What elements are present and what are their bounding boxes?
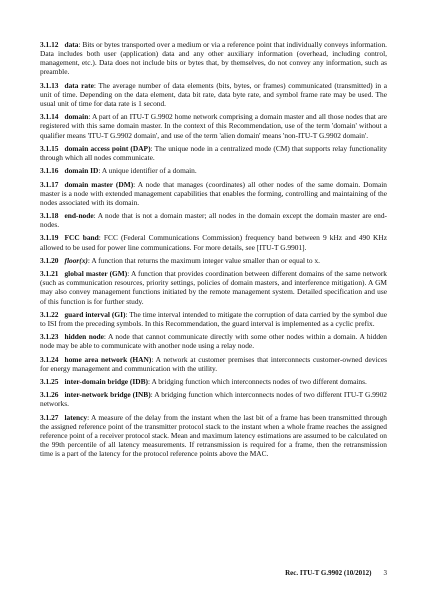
definition-number: 3.1.18	[40, 211, 59, 221]
definition-3-1-26	[40, 390, 387, 408]
definition-term: hidden node	[64, 332, 104, 342]
definition-text: : A bridging function which interconnects nodes of two different ITU-T G.9902 networks.	[40, 390, 387, 409]
definition-3-1-23	[40, 332, 387, 350]
definition-number: 3.1.14	[40, 112, 59, 122]
definition-3-1-25	[40, 377, 387, 386]
definition-text: : The time interval intended to mitigate the corruption of data carried by the symbol due to ISI from the preceding symbols. In this Recommendation, the guard interval is implemented as a cyclic prefix.	[40, 309, 387, 328]
definition-3-1-20	[40, 256, 387, 265]
definition-number: 3.1.25	[40, 377, 59, 387]
definition-3-1-16	[40, 166, 387, 175]
definition-3-1-14	[40, 112, 387, 139]
definition-text: : A measure of the delay from the instant when the last bit of a frame has been transmitted through the assigned reference point of the transmitter protocol stack to the instant when a whole frame reaches the assigned reference point of a receiver protocol stack. Mean and maximum latency estimations are assumed to be calculated on the 99th percentile of all latency measurements. If retransmission is required for a frame, then the retransmission time is a part of the latency for the protocol reference points above the MAC.	[40, 412, 387, 459]
definition-term: data	[64, 40, 79, 49]
definition-term: domain master (DM)	[64, 179, 134, 189]
page-number: 3	[383, 569, 387, 577]
footer-recommendation: Rec. ITU-T G.9902 (10/2012)	[285, 569, 372, 577]
definition-text: : A network at customer premises that interconnects customer-owned devices for energy management and communication with the utility.	[40, 354, 387, 373]
definition-3-1-27	[40, 413, 387, 459]
definition-text: : A node that is not a domain master; all nodes in the domain except the domain master are end-nodes.	[40, 211, 387, 230]
definition-3-1-22	[40, 310, 387, 328]
definition-3-1-12	[40, 40, 387, 77]
definition-3-1-18	[40, 211, 387, 229]
definition-number: 3.1.12	[40, 40, 59, 49]
definition-text: : A unique identifier of a domain.	[98, 166, 197, 176]
definition-text: : A node that cannot communicate directly with some other nodes within a domain. A hidden node may be able to communicate with another node using a relay node.	[40, 332, 387, 351]
definition-term: domain	[64, 112, 89, 122]
definition-term: floor(x)	[64, 255, 88, 265]
definition-3-1-21	[40, 269, 387, 306]
definition-term: data rate	[64, 80, 94, 90]
definition-term: domain ID	[64, 166, 99, 176]
definition-number: 3.1.27	[40, 412, 59, 422]
definition-term: home area network (HAN)	[64, 354, 152, 364]
definition-number: 3.1.24	[40, 354, 59, 364]
definition-text: : A part of an ITU-T G.9902 home network comprising a domain master and all those nodes that are registered with this same domain master. In the context of this Recommendation, use of the term 'domain' without a qualifier means 'ITU-T G.9902 domain', and use of the term 'alien domain' means 'non-ITU-T G.9902 domain'.	[40, 112, 387, 140]
definition-text: : A function that returns the maximum integer value smaller than or equal to x.	[87, 255, 321, 265]
definition-3-1-17	[40, 180, 387, 207]
definitions-list	[40, 40, 387, 463]
definition-term: FCC band	[64, 233, 99, 243]
definition-text: : The average number of data elements (bits, bytes, or frames) communicated (transmitted) in a unit of time. Depending on the data element, data bit rate, data byte rate, and symbol frame rate may be used. The usual unit of time for data rate is 1 second.	[40, 80, 387, 109]
definition-3-1-19	[40, 233, 387, 251]
definition-number: 3.1.26	[40, 390, 59, 400]
definition-number: 3.1.13	[40, 80, 59, 90]
definition-term: inter-network bridge (INB)	[64, 390, 151, 400]
definition-number: 3.1.15	[40, 143, 59, 153]
definition-number: 3.1.20	[40, 255, 59, 265]
definition-text: : A node that manages (coordinates) all other nodes of the same domain. Domain master is a node with extended management capabilities that enables the forming, controlling and maintaining of the nodes associated with its domain.	[40, 179, 387, 207]
definition-term: latency	[64, 412, 88, 422]
definition-text: : FCC (Federal Communications Commission) frequency band between 9 kHz and 490 KHz allowed to be used for power line communications. For more details, see [ITU-T G.9901].	[40, 233, 387, 252]
definition-3-1-13	[40, 81, 387, 108]
definition-3-1-24	[40, 355, 387, 373]
definition-text: : Bits or bytes transported over a medium or via a reference point that individually conveys information. Data includes both user (application) data and any other auxiliary information (overhead, including control, management, etc.). Data does not include bits or bytes that, by themselves, do not convey any information, such as preamble.	[40, 40, 387, 77]
definition-number: 3.1.17	[40, 179, 59, 189]
definition-term: guard interval (GI)	[64, 309, 126, 319]
definition-term: domain access point (DAP)	[64, 143, 151, 153]
definition-text: : The unique node in a centralized mode (CM) that supports relay functionality through which all nodes communicate.	[40, 143, 387, 162]
definition-term: inter-domain bridge (IDB)	[64, 377, 148, 387]
definition-number: 3.1.23	[40, 332, 59, 342]
definition-term: global master (GM)	[64, 269, 128, 279]
definition-text: : A bridging function which interconnects nodes of two different domains.	[147, 377, 367, 387]
definition-number: 3.1.19	[40, 233, 59, 243]
definition-3-1-15	[40, 144, 387, 162]
definition-number: 3.1.16	[40, 166, 59, 176]
definition-number: 3.1.21	[40, 269, 59, 279]
definition-number: 3.1.22	[40, 309, 59, 319]
definition-text: : A function that provides coordination between different domains of the same network (such as communication resources, priority settings, policies of domain masters, and interference mitigation). A GM may also convey management functions initiated by the remote management system. Detailed specification and use of this function is for further study.	[40, 269, 387, 306]
page-footer	[40, 569, 387, 577]
definition-term: end-node	[64, 211, 94, 221]
